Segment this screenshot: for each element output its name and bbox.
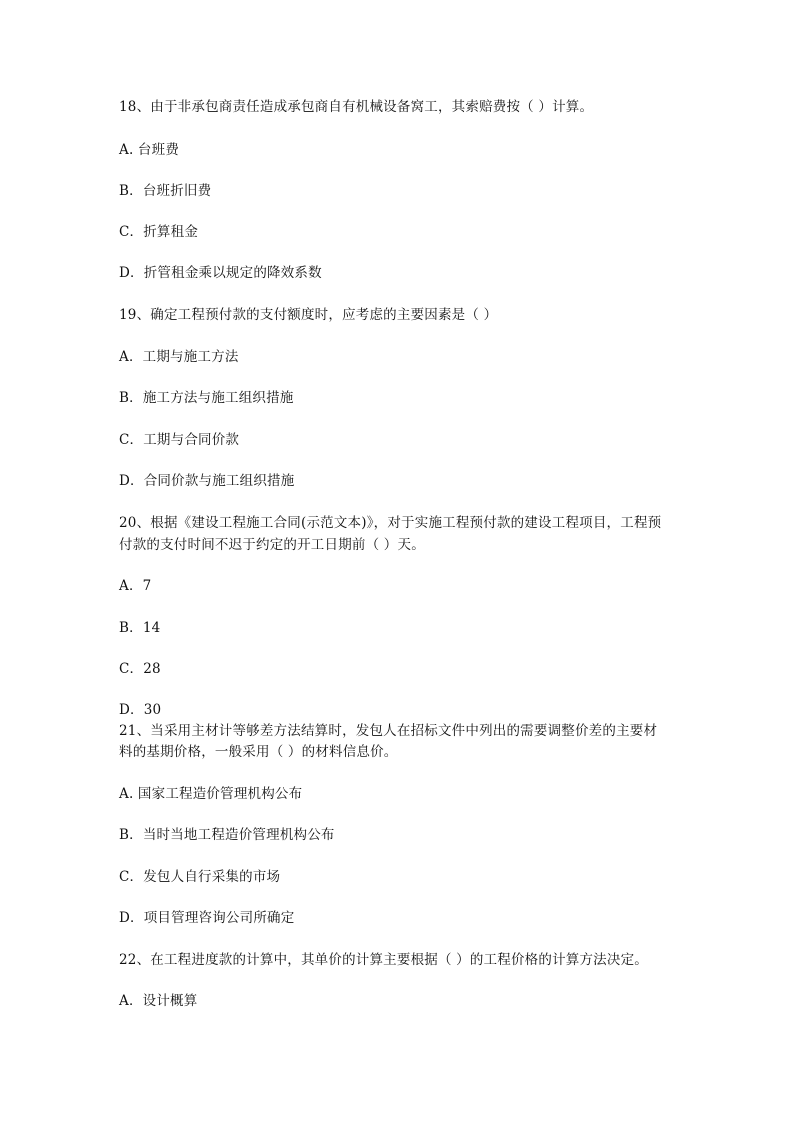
question-21-option-b: B．当时当地工程造价管理机构公布 (119, 827, 335, 843)
question-18-option-b: B．台班折旧费 (119, 183, 212, 199)
question-21-option-c: C．发包人自行采集的市场 (119, 869, 281, 885)
question-19-option-d: D．合同价款与施工组织措施 (119, 473, 295, 489)
question-21-stem-line-2: 料的基期价格，一般采用（ ）的材料信息价。 (119, 744, 398, 760)
question-22-option-a: A．设计概算 (119, 993, 198, 1009)
question-22-stem: 22、在工程进度款的计算中，其单价的计算主要根据（ ）的工程价格的计算方法决定。 (119, 952, 648, 968)
question-18-option-a: A. 台班费 (119, 142, 180, 158)
question-18-option-d: D．折管租金乘以规定的降效系数 (119, 265, 322, 281)
question-18-stem: 18、由于非承包商责任造成承包商自有机械设备窝工，其索赔费按（ ）计算。 (119, 99, 594, 115)
question-20-option-c: C．28 (119, 661, 161, 677)
question-21-stem-line-1: 21、当采用主材计等够差方法结算时，发包人在招标文件中列出的需要调整价差的主要材 (119, 723, 658, 739)
question-21-option-a: A. 国家工程造价管理机构公布 (119, 786, 303, 802)
question-19-option-c: C．工期与合同价款 (119, 432, 240, 448)
question-20-stem-line-2: 付款的支付时间不迟于约定的开工日期前（ ）天。 (119, 537, 425, 553)
question-18-option-c: C．折算租金 (119, 224, 199, 240)
question-20-option-b: B．14 (119, 620, 161, 636)
question-19-option-a: A．工期与施工方法 (119, 349, 239, 365)
question-19-stem: 19、确定工程预付款的支付额度时，应考虑的主要因素是（ ） (119, 307, 498, 323)
question-20-option-d: D．30 (119, 702, 162, 718)
question-20-stem-line-1: 20、根据《建设工程施工合同(示范文本)》，对于实施工程预付款的建设工程项目，工程预 (119, 515, 662, 531)
question-21-option-d: D．项目管理咨询公司所确定 (119, 910, 295, 926)
question-20-option-a: A．7 (119, 578, 152, 594)
question-19-option-b: B．施工方法与施工组织措施 (119, 390, 294, 406)
